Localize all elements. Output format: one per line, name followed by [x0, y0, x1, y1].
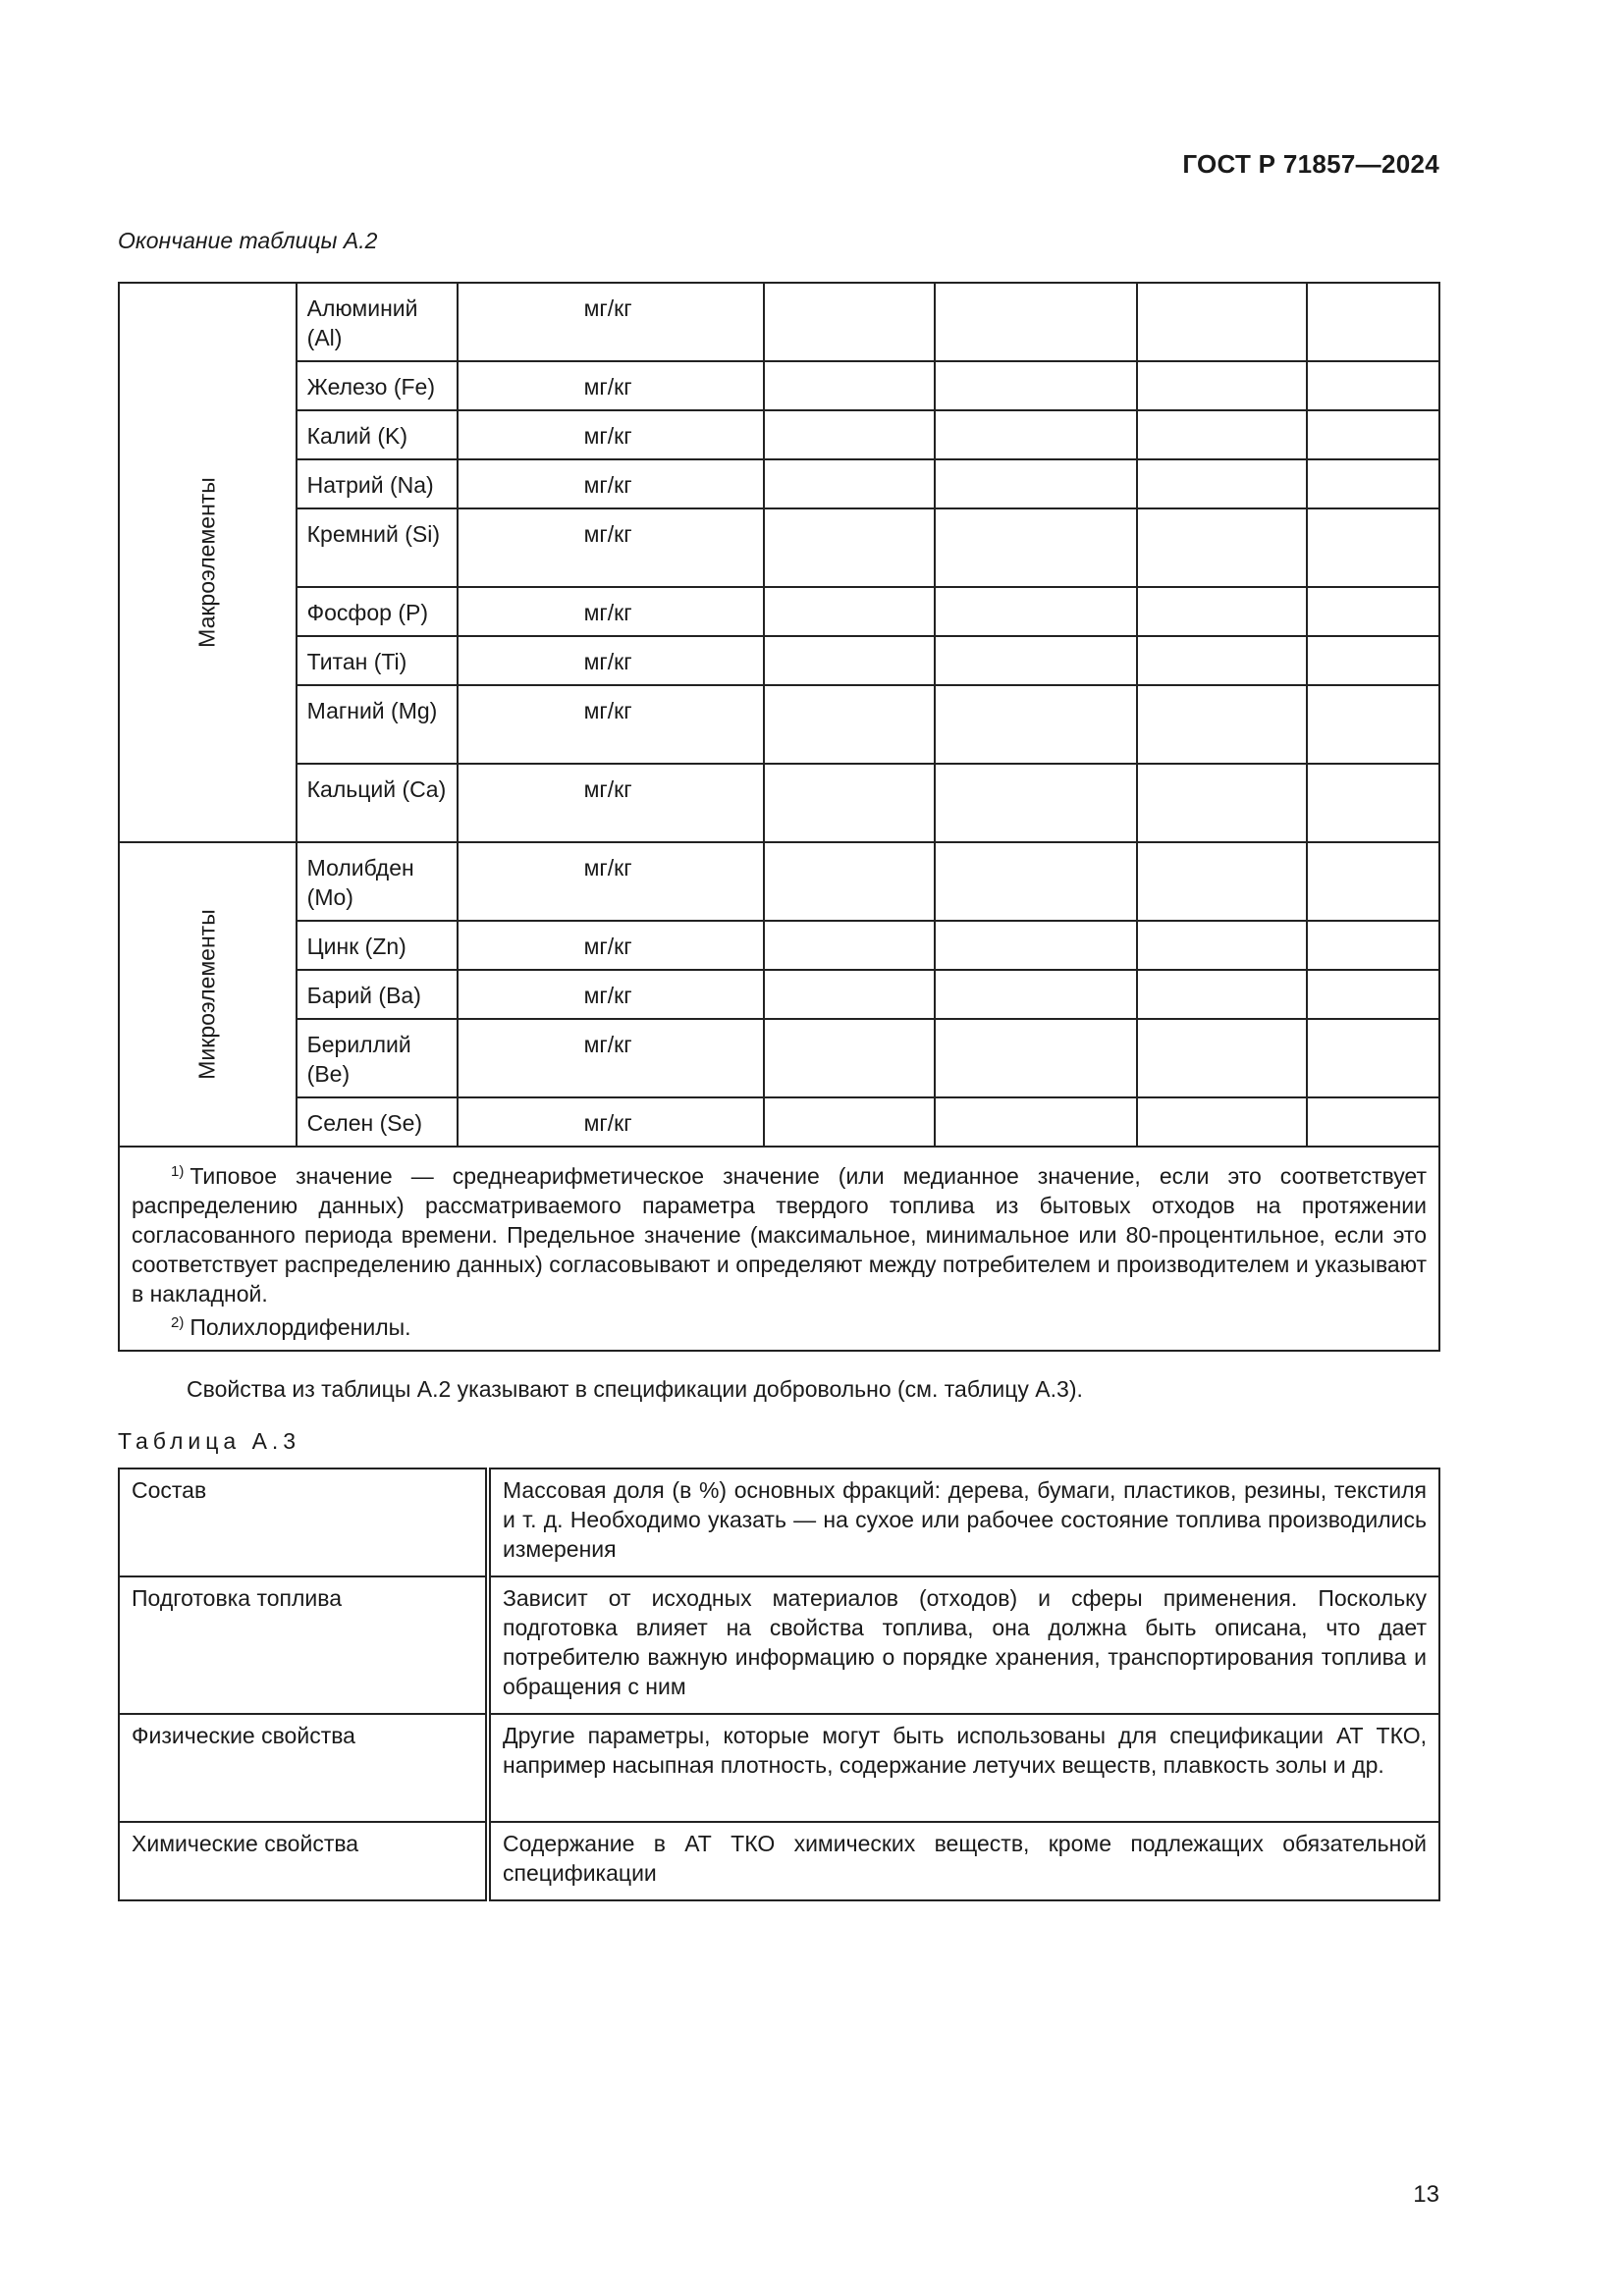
table-row: [119, 1468, 1439, 1576]
table-row: [119, 1576, 1439, 1714]
unit-cell: [458, 1019, 765, 1097]
unit-cell: [458, 410, 765, 459]
empty-value-cell: [764, 283, 935, 361]
table-row: [119, 764, 1439, 842]
empty-value-cell: [935, 764, 1137, 842]
empty-value-cell: [935, 842, 1137, 921]
empty-value-cell: [1137, 1097, 1308, 1147]
group-cell: [119, 842, 297, 1147]
empty-value-cell: [935, 921, 1137, 970]
empty-value-cell: [935, 587, 1137, 636]
empty-value-cell: [935, 1019, 1137, 1097]
empty-value-cell: [935, 1097, 1137, 1147]
table-row: [119, 1714, 1439, 1822]
property-name: Химические свойства: [119, 1822, 488, 1900]
unit-cell: [458, 764, 765, 842]
table-row: [119, 1822, 1439, 1900]
element-name: Цинк (Zn): [297, 921, 458, 970]
empty-value-cell: [764, 970, 935, 1019]
unit-label: мг/кг: [583, 983, 632, 1008]
table-row: [119, 410, 1439, 459]
element-name: Фосфор (P): [297, 587, 458, 636]
unit-label: мг/кг: [583, 374, 632, 400]
empty-value-cell: [935, 685, 1137, 764]
unit-cell: [458, 685, 765, 764]
property-description: Зависит от исходных материалов (отходов) и сферы применения. Поскольку подготовка влияет на свойства топлива, она должна быть описана, что дает потребителю важную информацию о порядке хранения, транспортирования топлива и обращения с ним: [488, 1576, 1439, 1714]
unit-label: мг/кг: [583, 1032, 632, 1057]
element-name: Молибден (Mo): [297, 842, 458, 921]
property-name: Состав: [119, 1468, 488, 1576]
property-description: Другие параметры, которые могут быть использованы для спецификации АТ ТКО, например насыпная плотность, содержание летучих веществ, плавкость золы и др.: [488, 1714, 1439, 1822]
empty-value-cell: [1137, 970, 1308, 1019]
empty-value-cell: [1307, 1097, 1439, 1147]
table-row: [119, 970, 1439, 1019]
property-name: Физические свойства: [119, 1714, 488, 1822]
empty-value-cell: [1307, 283, 1439, 361]
element-name: Кальций (Ca): [297, 764, 458, 842]
empty-value-cell: [764, 410, 935, 459]
element-name: Натрий (Na): [297, 459, 458, 508]
footnote-1: [132, 1157, 1427, 1308]
element-name: Бериллий (Be): [297, 1019, 458, 1097]
table-row: [119, 587, 1439, 636]
table-row: [119, 361, 1439, 410]
element-name: Алюминий (Al): [297, 283, 458, 361]
empty-value-cell: [764, 459, 935, 508]
empty-value-cell: [1307, 459, 1439, 508]
paragraph: Свойства из таблицы А.2 указывают в спецификации добровольно (см. таблицу А.3).: [187, 1376, 1083, 1402]
unit-label: мг/кг: [583, 600, 632, 625]
table-a3-title: Таблица А.3: [118, 1428, 301, 1454]
footnote-2-text: Полихлордифенилы.: [189, 1314, 411, 1340]
empty-value-cell: [1137, 685, 1308, 764]
unit-label: мг/кг: [583, 934, 632, 959]
group-label: Микроэлементы: [193, 909, 220, 1080]
table-row: [119, 1097, 1439, 1147]
empty-value-cell: [1137, 1019, 1308, 1097]
empty-value-cell: [764, 1019, 935, 1097]
unit-cell: [458, 459, 765, 508]
empty-value-cell: [1307, 410, 1439, 459]
empty-value-cell: [935, 361, 1137, 410]
empty-value-cell: [764, 685, 935, 764]
element-name: Селен (Se): [297, 1097, 458, 1147]
table-row: [119, 921, 1439, 970]
empty-value-cell: [764, 587, 935, 636]
empty-value-cell: [1137, 636, 1308, 685]
table-row: [119, 508, 1439, 587]
unit-cell: [458, 970, 765, 1019]
empty-value-cell: [1307, 361, 1439, 410]
table-row: [119, 636, 1439, 685]
unit-cell: [458, 921, 765, 970]
unit-cell: [458, 508, 765, 587]
table-row: [119, 1019, 1439, 1097]
element-name: Кремний (Si): [297, 508, 458, 587]
empty-value-cell: [1137, 921, 1308, 970]
table-row: [119, 459, 1439, 508]
group-cell: [119, 283, 297, 842]
empty-value-cell: [1307, 764, 1439, 842]
empty-value-cell: [935, 459, 1137, 508]
unit-label: мг/кг: [583, 423, 632, 449]
empty-value-cell: [1307, 921, 1439, 970]
unit-label: мг/кг: [583, 521, 632, 547]
element-name: Магний (Mg): [297, 685, 458, 764]
empty-value-cell: [1137, 283, 1308, 361]
footnote-2-mark: 2): [171, 1314, 185, 1331]
group-label: Макроэлементы: [193, 477, 220, 648]
empty-value-cell: [764, 921, 935, 970]
property-name: Подготовка топлива: [119, 1576, 488, 1714]
empty-value-cell: [935, 508, 1137, 587]
empty-value-cell: [1137, 410, 1308, 459]
table-row: [119, 283, 1439, 361]
footnote-2: [132, 1308, 1427, 1342]
empty-value-cell: [935, 970, 1137, 1019]
empty-value-cell: [764, 764, 935, 842]
footnote-1-text: Типовое значение — среднеарифметическое значение (или медианное значение, если это соответствует распределению данных) рассматриваемого параметра твердого топлива из бытовых отходов на протяжении согласованного периода времени. Предельное значение (максимальное, минимальное или 80-процентильное, если это соответствует распределению данных) согласовывают и определяют между потребителем и производителем и указывают в накладной.: [132, 1163, 1427, 1307]
empty-value-cell: [764, 508, 935, 587]
unit-cell: [458, 587, 765, 636]
empty-value-cell: [935, 410, 1137, 459]
unit-cell: [458, 842, 765, 921]
empty-value-cell: [935, 636, 1137, 685]
document-code: ГОСТ Р 71857—2024: [1182, 149, 1439, 179]
footnote-row: [119, 1147, 1439, 1351]
table-a3: [118, 1468, 1440, 1901]
element-name: Железо (Fe): [297, 361, 458, 410]
empty-value-cell: [1137, 764, 1308, 842]
empty-value-cell: [764, 636, 935, 685]
empty-value-cell: [1137, 459, 1308, 508]
unit-label: мг/кг: [583, 776, 632, 802]
empty-value-cell: [1137, 508, 1308, 587]
empty-value-cell: [764, 361, 935, 410]
footnote-1-mark: 1): [171, 1163, 185, 1180]
unit-cell: [458, 283, 765, 361]
empty-value-cell: [1307, 587, 1439, 636]
empty-value-cell: [935, 283, 1137, 361]
empty-value-cell: [1137, 361, 1308, 410]
unit-label: мг/кг: [583, 472, 632, 498]
empty-value-cell: [1307, 970, 1439, 1019]
empty-value-cell: [1137, 587, 1308, 636]
unit-cell: [458, 1097, 765, 1147]
empty-value-cell: [1307, 1019, 1439, 1097]
table-row: [119, 842, 1439, 921]
unit-label: мг/кг: [583, 698, 632, 723]
page-number: 13: [1413, 2181, 1439, 2208]
unit-label: мг/кг: [583, 649, 632, 674]
element-name: Барий (Ba): [297, 970, 458, 1019]
empty-value-cell: [1137, 842, 1308, 921]
table-a2: [118, 282, 1440, 1352]
unit-cell: [458, 361, 765, 410]
unit-label: мг/кг: [583, 295, 632, 321]
property-description: Массовая доля (в %) основных фракций: дерева, бумаги, пластиков, резины, текстиля и т. д. Необходимо указать — на сухое или рабочее состояние топлива производились измерения: [488, 1468, 1439, 1576]
empty-value-cell: [1307, 636, 1439, 685]
empty-value-cell: [1307, 508, 1439, 587]
property-description: Содержание в АТ ТКО химических веществ, кроме подлежащих обязательной спецификации: [488, 1822, 1439, 1900]
unit-label: мг/кг: [583, 1110, 632, 1136]
empty-value-cell: [764, 1097, 935, 1147]
footnotes: [119, 1147, 1439, 1351]
empty-value-cell: [1307, 685, 1439, 764]
table-row: [119, 685, 1439, 764]
unit-label: мг/кг: [583, 855, 632, 881]
unit-cell: [458, 636, 765, 685]
empty-value-cell: [764, 842, 935, 921]
element-name: Калий (K): [297, 410, 458, 459]
empty-value-cell: [1307, 842, 1439, 921]
table-continuation-caption: Окончание таблицы А.2: [118, 228, 378, 253]
element-name: Титан (Ti): [297, 636, 458, 685]
